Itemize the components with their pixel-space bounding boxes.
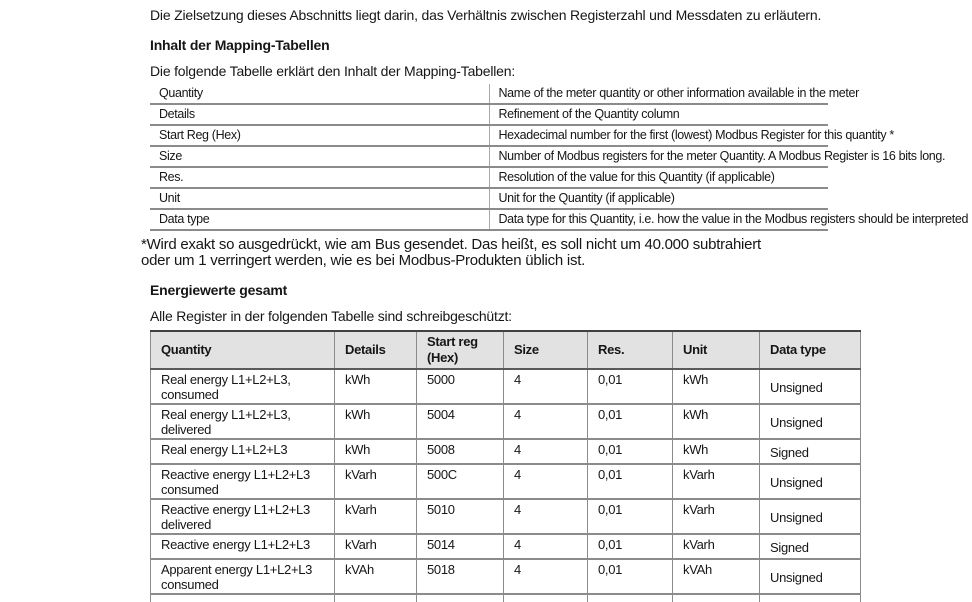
energy-cell-data-type: Unsigned — [760, 464, 861, 499]
energy-cell-unit: kWh — [673, 404, 760, 439]
energy-cell-quantity — [151, 464, 335, 499]
energy-cell-size: 4 — [504, 534, 588, 559]
energy-cell-size: 4 — [504, 439, 588, 464]
quantity-line: Apparent energy L1+L2+L3 — [161, 562, 313, 577]
section-heading-energy: Energiewerte gesamt — [150, 282, 288, 298]
energy-header-row — [151, 331, 861, 369]
energy-cell-details: kVarh — [335, 534, 417, 559]
energy-table-row — [151, 439, 861, 464]
energy-cell-start-reg: 5014 — [417, 534, 504, 559]
energy-cell-size: 4 — [504, 559, 588, 594]
energy-cell-unit: kWh — [673, 439, 760, 464]
mapping-definitions-table — [150, 84, 969, 231]
footnote — [141, 237, 965, 269]
mapping-term-cell: Details — [150, 104, 489, 125]
energy-stub-cell — [673, 594, 760, 602]
mapping-description-cell: Data type for this Quantity, i.e. how the value in the Modbus registers should be interpreted — [489, 209, 828, 230]
energy-table-row — [151, 404, 861, 439]
energy-cell-quantity — [151, 404, 335, 439]
energy-stub-cell — [588, 594, 673, 602]
energy-cell-unit: kVarh — [673, 464, 760, 499]
energy-cell-size: 4 — [504, 464, 588, 499]
energy-cell-data-type: Unsigned — [760, 499, 861, 534]
column-header-details: Details — [335, 331, 417, 369]
energy-cell-quantity — [151, 559, 335, 594]
energy-cell-res: 0,01 — [588, 499, 673, 534]
column-header-size: Size — [504, 331, 588, 369]
column-header-unit: Unit — [673, 331, 760, 369]
energy-cell-data-type: Unsigned — [760, 404, 861, 439]
mapping-description-cell: Hexadecimal number for the first (lowest) Modbus Register for this quantity * — [489, 125, 828, 146]
energy-cell-quantity — [151, 439, 335, 464]
energy-values-table — [150, 330, 861, 602]
energy-table-body — [151, 369, 861, 602]
mapping-table-row — [150, 104, 828, 125]
energy-stub-cell — [151, 594, 335, 602]
quantity-line: delivered — [161, 422, 212, 437]
energy-cell-data-type: Signed — [760, 439, 861, 464]
mapping-lead-paragraph: Die folgende Tabelle erklärt den Inhalt der Mapping-Tabellen: — [150, 63, 516, 79]
quantity-line: consumed — [161, 482, 219, 497]
footnote-line: *Wird exakt so ausgedrückt, wie am Bus gesendet. Das heißt, es soll nicht um 40.000 subtrahiert — [141, 236, 761, 253]
energy-cell-res: 0,01 — [588, 369, 673, 404]
energy-stub-cell — [760, 594, 861, 602]
mapping-table-row — [150, 84, 828, 104]
energy-cell-start-reg: 5008 — [417, 439, 504, 464]
energy-cell-details: kVarh — [335, 499, 417, 534]
footnote-line: oder um 1 verringert werden, wie es bei Modbus-Produkten üblich ist. — [141, 252, 586, 269]
mapping-table-row — [150, 167, 828, 188]
energy-cell-quantity — [151, 534, 335, 559]
energy-stub-cell — [417, 594, 504, 602]
energy-stub-cell — [504, 594, 588, 602]
quantity-line: Real energy L1+L2+L3, — [161, 372, 291, 387]
document-content — [141, 7, 969, 602]
column-header-quantity: Quantity — [151, 331, 335, 369]
mapping-term-cell: Data type — [150, 209, 489, 230]
mapping-term-cell: Quantity — [150, 84, 489, 104]
energy-cell-data-type: Unsigned — [760, 369, 861, 404]
quantity-line: Real energy L1+L2+L3, — [161, 407, 291, 422]
energy-table-row — [151, 499, 861, 534]
energy-cell-size: 4 — [504, 499, 588, 534]
quantity-line: consumed — [161, 577, 219, 592]
energy-cell-details: kWh — [335, 404, 417, 439]
energy-cell-details: kWh — [335, 439, 417, 464]
energy-cell-start-reg: 5000 — [417, 369, 504, 404]
quantity-line: Real energy L1+L2+L3 — [161, 442, 288, 457]
energy-cell-unit: kVarh — [673, 534, 760, 559]
mapping-term-cell: Res. — [150, 167, 489, 188]
energy-cell-start-reg: 5010 — [417, 499, 504, 534]
quantity-line: Reactive energy L1+L2+L3 — [161, 537, 310, 552]
mapping-description-cell: Name of the meter quantity or other information available in the meter — [489, 84, 828, 104]
energy-stub-cell — [335, 594, 417, 602]
energy-cell-data-type: Signed — [760, 534, 861, 559]
energy-cell-quantity — [151, 499, 335, 534]
energy-cell-start-reg: 5018 — [417, 559, 504, 594]
energy-cell-details: kVarh — [335, 464, 417, 499]
mapping-description-cell: Resolution of the value for this Quantity (if applicable) — [489, 167, 828, 188]
mapping-table-body — [150, 84, 969, 230]
energy-cell-res: 0,01 — [588, 439, 673, 464]
column-header-data-type: Data type — [760, 331, 861, 369]
section-heading-mapping: Inhalt der Mapping-Tabellen — [150, 37, 330, 53]
energy-cell-res: 0,01 — [588, 559, 673, 594]
mapping-term-cell: Start Reg (Hex) — [150, 125, 489, 146]
energy-cell-size: 4 — [504, 404, 588, 439]
energy-cell-res: 0,01 — [588, 404, 673, 439]
quantity-line: delivered — [161, 517, 212, 532]
energy-cell-start-reg: 500C — [417, 464, 504, 499]
energy-cell-res: 0,01 — [588, 464, 673, 499]
mapping-description-cell: Refinement of the Quantity column — [489, 104, 828, 125]
mapping-description-cell: Number of Modbus registers for the meter Quantity. A Modbus Register is 16 bits long. — [489, 146, 828, 167]
quantity-line: Reactive energy L1+L2+L3 — [161, 502, 310, 517]
energy-cell-details: kVAh — [335, 559, 417, 594]
energy-table-row — [151, 534, 861, 559]
energy-cell-quantity — [151, 369, 335, 404]
energy-cell-data-type: Unsigned — [760, 559, 861, 594]
energy-cell-unit: kVAh — [673, 559, 760, 594]
energy-table-head — [151, 331, 861, 369]
mapping-table-row — [150, 209, 828, 230]
energy-cell-unit: kWh — [673, 369, 760, 404]
energy-cell-start-reg: 5004 — [417, 404, 504, 439]
quantity-line: Reactive energy L1+L2+L3 — [161, 467, 310, 482]
column-header-start-reg: Start reg (Hex) — [417, 331, 504, 369]
mapping-term-cell: Size — [150, 146, 489, 167]
mapping-table-row — [150, 125, 828, 146]
quantity-line: consumed — [161, 387, 219, 402]
energy-table-row — [151, 464, 861, 499]
mapping-description-cell: Unit for the Quantity (if applicable) — [489, 188, 828, 209]
mapping-table-row — [150, 146, 828, 167]
energy-lead-paragraph: Alle Register in der folgenden Tabelle sind schreibgeschützt: — [150, 308, 512, 324]
energy-table-partial-row — [151, 594, 861, 602]
energy-cell-res: 0,01 — [588, 534, 673, 559]
energy-cell-details: kWh — [335, 369, 417, 404]
intro-paragraph: Die Zielsetzung dieses Abschnitts liegt darin, das Verhältnis zwischen Registerzahl und Messdaten zu erläutern. — [150, 7, 822, 23]
column-header-res: Res. — [588, 331, 673, 369]
energy-cell-unit: kVarh — [673, 499, 760, 534]
mapping-term-cell: Unit — [150, 188, 489, 209]
energy-cell-size: 4 — [504, 369, 588, 404]
mapping-table-row — [150, 188, 828, 209]
energy-table-row — [151, 369, 861, 404]
energy-table-row — [151, 559, 861, 594]
